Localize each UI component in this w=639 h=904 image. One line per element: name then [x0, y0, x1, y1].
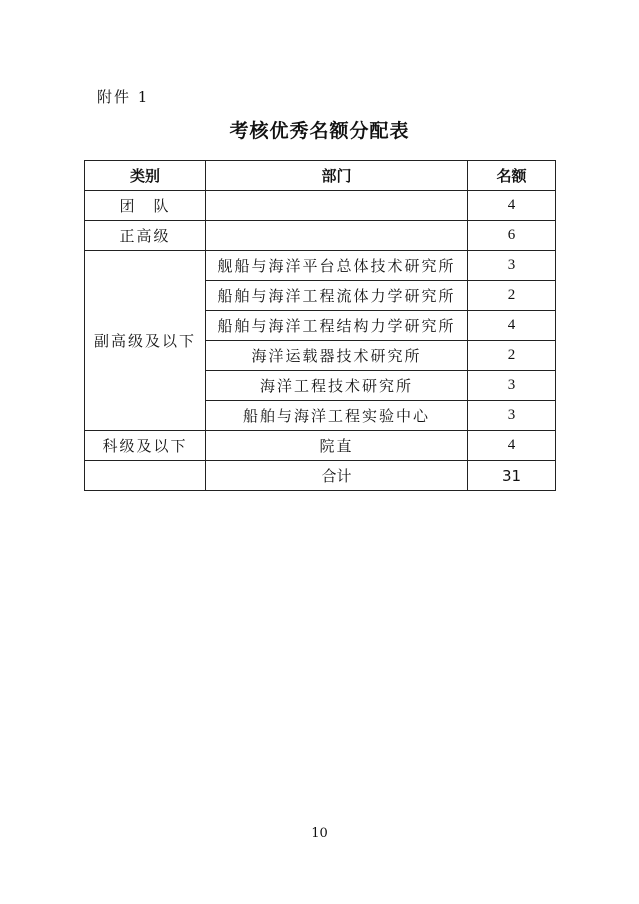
header-category: 类别 — [85, 161, 206, 191]
category-cell: 团 队 — [85, 191, 206, 221]
table-row — [85, 431, 556, 461]
department-cell: 海洋工程技术研究所 — [206, 371, 468, 401]
department-cell — [206, 191, 468, 221]
department-cell: 海洋运载器技术研究所 — [206, 341, 468, 371]
attachment-label: 附件 1 — [97, 88, 150, 106]
department-cell: 船舶与海洋工程流体力学研究所 — [206, 281, 468, 311]
quota-cell: 4 — [468, 431, 556, 461]
quota-cell: 6 — [468, 221, 556, 251]
table-header-row — [85, 161, 556, 191]
department-cell: 船舶与海洋工程结构力学研究所 — [206, 311, 468, 341]
department-cell: 舰船与海洋平台总体技术研究所 — [206, 251, 468, 281]
total-label: 合计 — [206, 461, 468, 491]
table-row — [85, 251, 556, 281]
quota-cell: 3 — [468, 371, 556, 401]
quota-cell: 4 — [468, 191, 556, 221]
table-row — [85, 221, 556, 251]
quota-cell: 3 — [468, 401, 556, 431]
department-cell: 院直 — [206, 431, 468, 461]
department-cell: 船舶与海洋工程实验中心 — [206, 401, 468, 431]
quota-cell: 2 — [468, 341, 556, 371]
category-cell: 副高级及以下 — [85, 251, 206, 431]
table-total-row — [85, 461, 556, 491]
quota-cell: 3 — [468, 251, 556, 281]
page-number: 10 — [311, 826, 328, 841]
table-row — [85, 191, 556, 221]
category-cell: 科级及以下 — [85, 431, 206, 461]
total-value: 31 — [468, 461, 556, 491]
header-department: 部门 — [206, 161, 468, 191]
total-empty-cell — [85, 461, 206, 491]
department-cell — [206, 221, 468, 251]
quota-cell: 2 — [468, 281, 556, 311]
category-cell: 正高级 — [85, 221, 206, 251]
quota-cell: 4 — [468, 311, 556, 341]
header-quota: 名额 — [468, 161, 556, 191]
document-title: 考核优秀名额分配表 — [229, 120, 410, 142]
quota-table — [84, 160, 556, 491]
